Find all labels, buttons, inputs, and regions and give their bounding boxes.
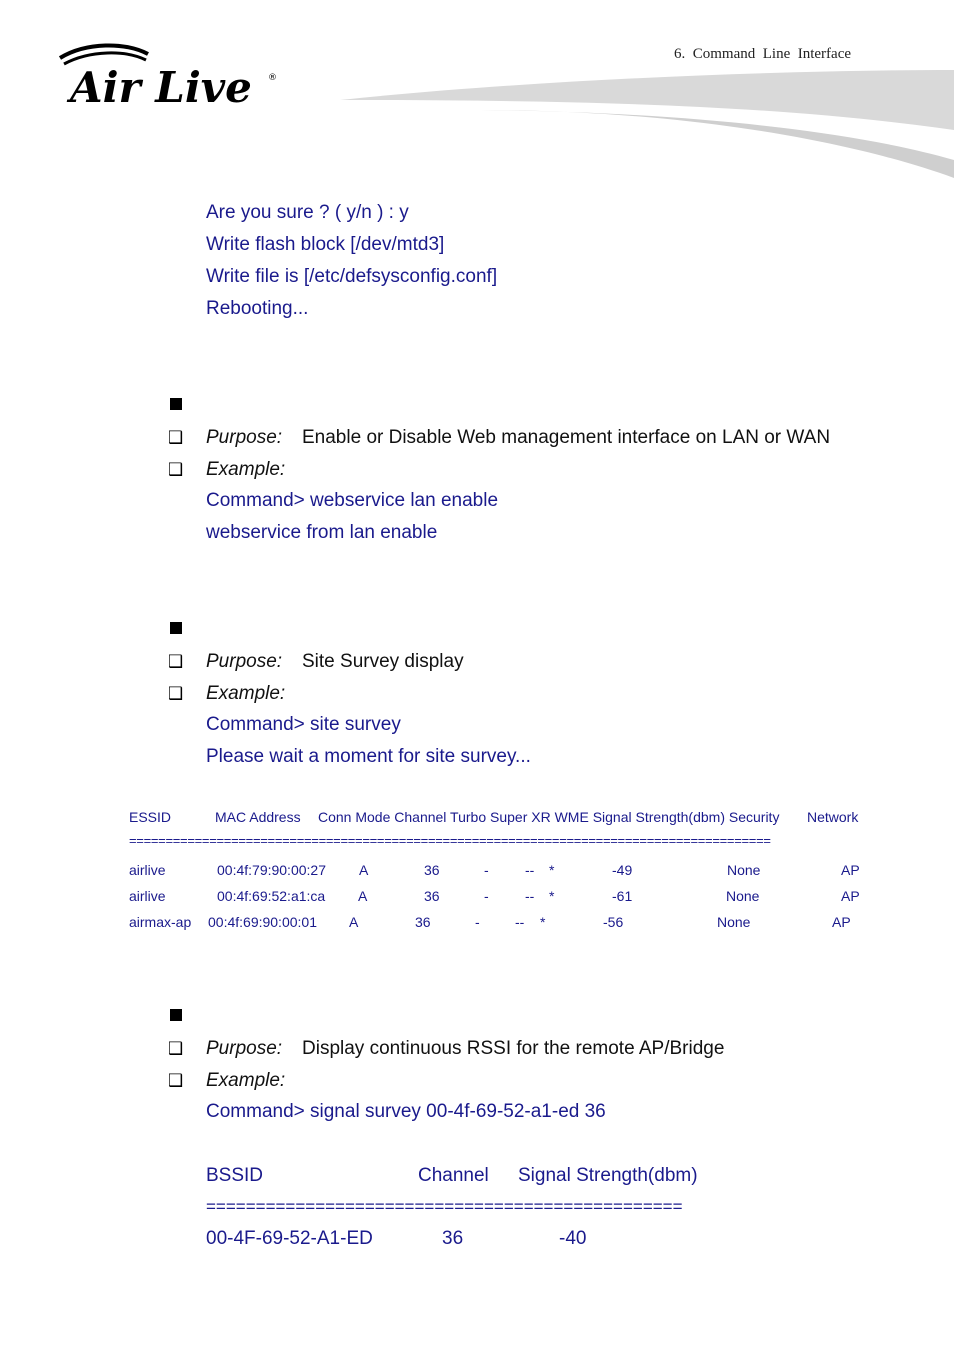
checkbox-bullet-icon: ❑ (168, 1039, 184, 1058)
table-cell: AP (832, 914, 851, 930)
signal-table-header-channel: Channel (418, 1165, 489, 1186)
signal-table-cell-bssid: 00-4F-69-52-A1-ED (206, 1228, 373, 1249)
table-cell: - (484, 888, 489, 904)
table-cell: airlive (129, 862, 166, 878)
signal-table-header-bssid: BSSID (206, 1165, 264, 1186)
table-cell: 36 (424, 888, 440, 904)
svg-text:®: ® (268, 73, 277, 83)
table-cell: 00:4f:69:52:a1:ca (217, 888, 326, 904)
table-cell: A (349, 914, 359, 930)
checkbox-bullet-icon: ❑ (168, 460, 184, 479)
purpose-text: Display continuous RSSI for the remote AP/Bridge (302, 1038, 725, 1059)
table-cell: -- (515, 914, 525, 930)
purpose-label: Purpose: (206, 1038, 283, 1059)
checkbox-bullet-icon: ❑ (168, 684, 184, 703)
table-header-middle: Conn Mode Channel Turbo Super XR WME Signal Strength(dbm) Security (318, 809, 780, 825)
console-line: Are you sure ? ( y/n ) : y (206, 202, 409, 223)
table-cell: 36 (415, 914, 431, 930)
header-swoosh (330, 60, 954, 190)
table-cell: -- (525, 862, 535, 878)
table-cell: * (540, 914, 546, 930)
example-line: Please wait a moment for site survey... (206, 746, 531, 767)
section-bullet (170, 622, 182, 634)
table-cell: 00:4f:79:90:00:27 (217, 862, 326, 878)
checkbox-bullet-icon: ❑ (168, 1071, 184, 1090)
table-cell: -61 (612, 888, 633, 904)
table-cell: None (717, 914, 751, 930)
purpose-text: Site Survey display (302, 651, 464, 672)
table-cell: airlive (129, 888, 166, 904)
example-label: Example: (206, 683, 286, 704)
table-cell: -49 (612, 862, 633, 878)
table-cell: -56 (603, 914, 624, 930)
purpose-label: Purpose: (206, 651, 283, 672)
section-bullet (170, 1009, 182, 1021)
table-cell: 36 (424, 862, 440, 878)
table-cell: None (727, 862, 761, 878)
table-cell: 00:4f:69:90:00:01 (208, 914, 317, 930)
checkbox-bullet-icon: ❑ (168, 428, 184, 447)
example-label: Example: (206, 1070, 286, 1091)
table-header-mac: MAC Address (215, 809, 301, 825)
signal-table-separator: ================================================ (206, 1197, 683, 1216)
example-line: Command> webservice lan enable (206, 490, 499, 511)
example-line: webservice from lan enable (206, 522, 438, 543)
example-line: Command> signal survey 00-4f-69-52-a1-ed 36 (206, 1101, 606, 1122)
table-separator: ======================================================================================== (129, 833, 771, 848)
checkbox-bullet-icon: ❑ (168, 652, 184, 671)
table-cell: -- (525, 888, 535, 904)
signal-table-cell-strength: -40 (559, 1228, 587, 1249)
table-cell: airmax-ap (129, 914, 192, 930)
console-line: Rebooting... (206, 298, 309, 319)
signal-table-cell-channel: 36 (442, 1228, 464, 1249)
signal-table-header-strength: Signal Strength(dbm) (518, 1165, 698, 1186)
table-cell: * (549, 862, 555, 878)
table-cell: - (484, 862, 489, 878)
section-title: 6. Command Line Interface (674, 46, 852, 62)
section-bullet (170, 398, 182, 410)
table-cell: None (726, 888, 760, 904)
table-cell: - (475, 914, 480, 930)
table-header-essid: ESSID (129, 809, 172, 825)
purpose-label: Purpose: (206, 427, 283, 448)
purpose-text: Enable or Disable Web management interface on LAN or WAN (302, 427, 831, 448)
console-line: Write flash block [/dev/mtd3] (206, 234, 445, 255)
table-cell: A (358, 888, 368, 904)
table-cell: AP (841, 862, 860, 878)
svg-text:Air Live: Air Live (70, 63, 252, 110)
airlive-logo (56, 40, 286, 110)
example-label: Example: (206, 459, 286, 480)
example-line: Command> site survey (206, 714, 401, 735)
table-cell: AP (841, 888, 860, 904)
table-cell: * (549, 888, 555, 904)
console-line: Write file is [/etc/defsysconfig.conf] (206, 266, 498, 287)
table-header-network: Network (807, 809, 859, 825)
table-cell: A (359, 862, 369, 878)
